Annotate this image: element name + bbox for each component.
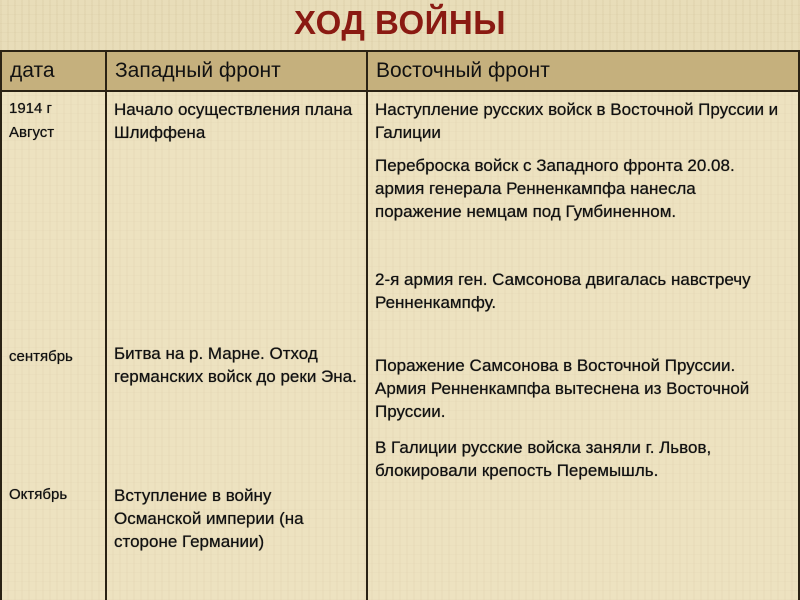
page-title: ХОД ВОЙНЫ: [293, 4, 507, 41]
west-september-event: Битва на р. Марне. Отход германских войск до реки Эна.: [114, 344, 357, 386]
table-border-left: [0, 50, 2, 600]
date-august: Август: [9, 124, 55, 141]
east-event-3: 2-я армия ген. Самсонова двигалась навстречу Ренненкампфу.: [375, 270, 751, 312]
east-event-5: В Галиции русские войска заняли г. Львов, блокировали крепость Перемышль.: [375, 438, 712, 480]
table-divider-west: [366, 50, 368, 600]
date-october: Октябрь: [9, 486, 68, 503]
table-divider-date: [105, 50, 107, 600]
header-eastern-front: Восточный фронт: [376, 59, 550, 82]
header-western-front: Западный фронт: [115, 59, 281, 82]
header-date: дата: [10, 59, 55, 82]
date-september: сентябрь: [9, 348, 73, 365]
table-header-row: [0, 50, 800, 92]
west-october-event: Вступление в войну Османской империи (на стороне Германии): [114, 486, 304, 551]
east-event-4: Поражение Самсонова в Восточной Пруссии. Армия Ренненкампфа вытеснена из Восточной Пруссии.: [375, 356, 750, 421]
east-event-2: Переброска войск с Западного фронта 20.08. армия генерала Ренненкампфа нанесла поражение немцам под Гумбиненном.: [375, 156, 735, 221]
east-event-1: Наступление русских войск в Восточной Пруссии и Галиции: [375, 100, 779, 142]
west-august-event: Начало осуществления плана Шлиффена: [114, 100, 353, 142]
date-year: 1914 г: [9, 100, 53, 117]
war-course-table: [0, 50, 800, 600]
